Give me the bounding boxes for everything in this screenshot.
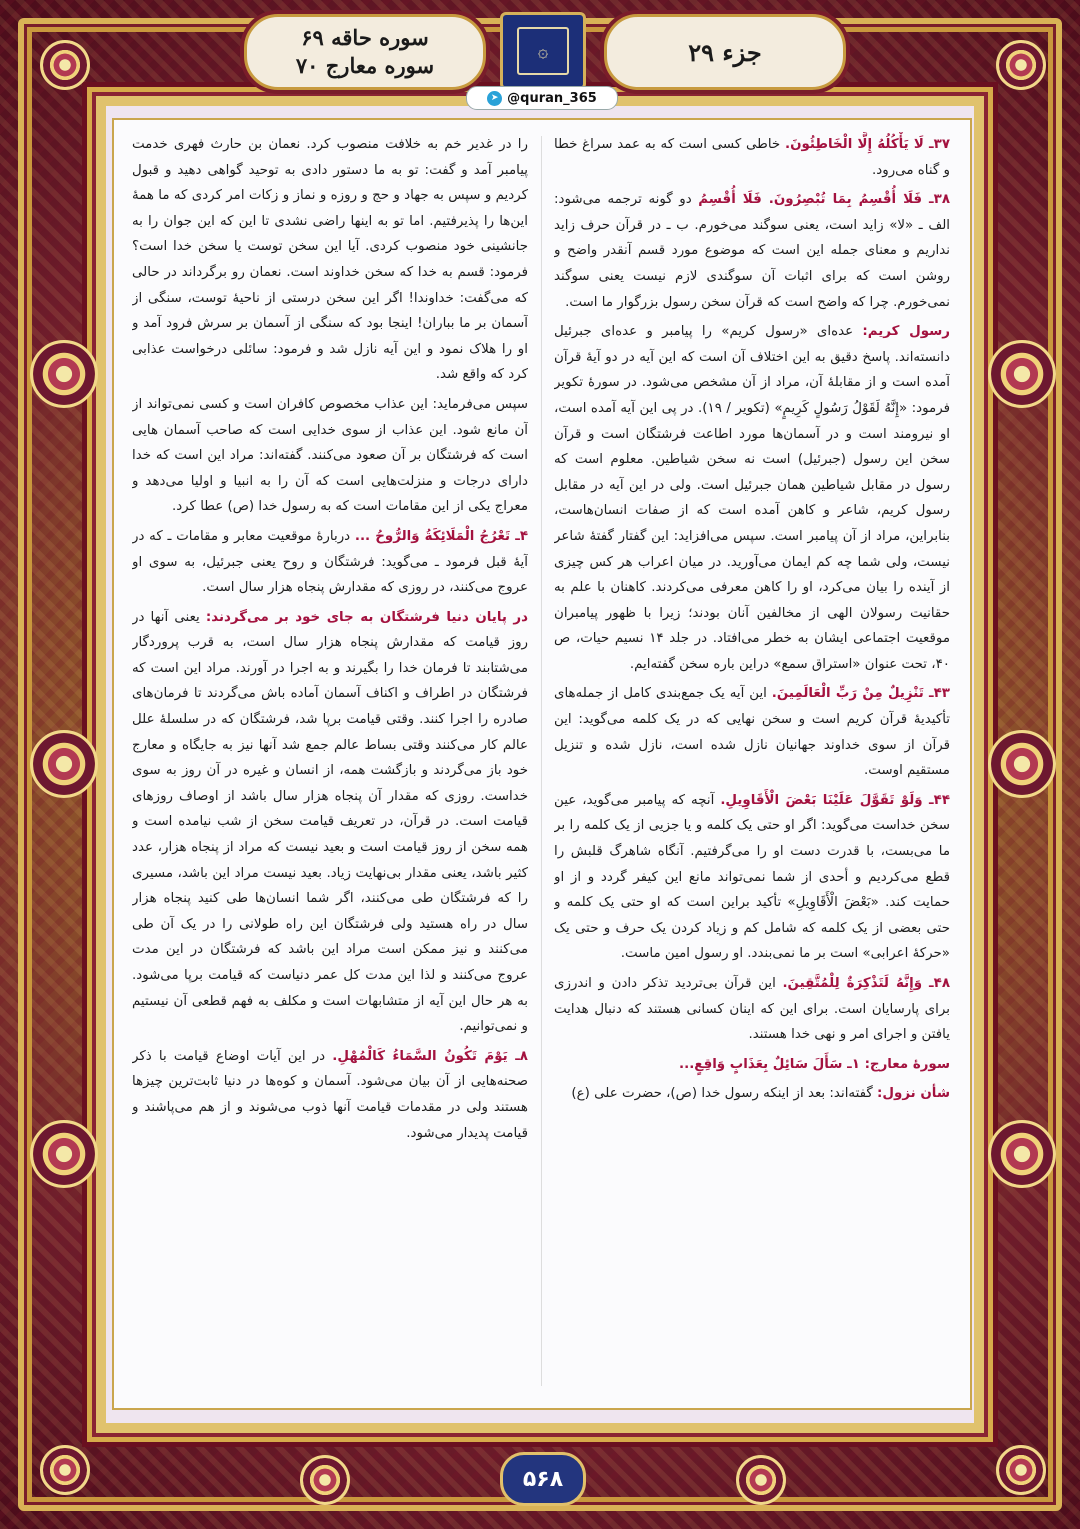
left-column: [132, 132, 528, 1394]
commentary-paragraph: [554, 1081, 950, 1107]
commentary-text: این قرآن بی‌تردید تذکر دادن و اندرزی برای پارسایان است. برای این که اینان کسانی هستند که دنبال هدایت یافتن و اجرای امر و نهی خدا هستند.: [554, 976, 950, 1043]
telegram-icon: ➤: [487, 91, 502, 106]
commentary-text: دربارهٔ موقعیت معابر و مقامات ـ که در آیهٔ قبل فرمود ـ می‌گوید: فرشتگان و روح یعنی جبرئیل، به سوی او عروج می‌کنند، در روزی که مقدارش پنجاه هزار سال است.: [132, 528, 528, 596]
verse-heading: در پایان دنیا فرشتگان به جای خود بر می‌گردند:: [205, 609, 528, 625]
commentary-text: دو گونه ترجمه می‌شود: الف ـ «لا» زاید است، یعنی سوگند می‌خورم. ب ـ در قرآن حرف زاید نداریم و معنای جمله این است که موضوع مورد قسم آنقدر واضح و روشن است که برای اثبات آن سوگندی لازم نیست یعنی سوگند نمی‌خورم. چرا که واضح است که قرآن سخن رسول بزرگوار ما است.: [554, 192, 950, 310]
content-area: [112, 118, 972, 1410]
commentary-paragraph: [132, 1044, 528, 1146]
channel-handle-text: @quran_365: [507, 90, 597, 106]
commentary-text: گفته‌اند: بعد از اینکه رسول خدا (ص)، حضرت علی (ع): [571, 1086, 878, 1102]
juz-title-box: [604, 14, 846, 90]
commentary-text: در این آیات اوضاع قیامت با ذکر صحنه‌هایی از آن بیان می‌شود. آسمان و کوه‌ها در دنیا ثابت‌ترین چیزها هستند ولی در مقدمات قیامت آنها ذوب می‌شوند و از هم می‌پاشند و قیامت پدیدار می‌شود.: [132, 1048, 528, 1141]
surah-title-line1: سوره حاقه ۶۹: [301, 25, 429, 50]
commentary-text: عده‌ای «رسول کریم» را پیامبر و عده‌ای جبرئیل دانسته‌اند. پاسخ دقیق به این اختلاف آن است که این آیه در دو آیهٔ قرآن آمده است و از مقابلهٔ آن، مراد از آن مشخص می‌شود. در سورهٔ تکویر فرمود: «إِنَّهُ لَقَوْلُ رَسُولٍ كَرِيمٍ» (تکویر / ۱۹). در پی این آیه آمده است، او نیرومند است و در آسمان‌ها مورد اطاعت فرشتگان است و قرآن سخن این رسول (جبرئیل) است نه سخن شیاطین. معلوم است که رسول در مقابل شیاطین همان جبرئیل است. ولی در این آیه در مقابل رسول کریم، شاعر و کاهن آمده است که از صفات انسان‌هاست، بنابراین، مراد از آن پیامبر است. سپس می‌افزاید: این گفتار گفتهٔ شاعر نیست، ولی شما چه کم ایمان می‌آورید. در میان اعراب هر کس چیزی از آینده را بیان می‌کرد، او را کاهن معرفی می‌کردند. کاهنان با علم به حقانیت رسولان الهی از مخالفین آنان بودند؛ زیرا با ظهور پیامبران موقعیت اجتماعی ایشان به خطر می‌افتاد. در جلد ۱۴ نسیم حیات، ص ۴۰، تحت عنوان «استراق سمع» دراین باره سخن گفته‌ایم.: [554, 324, 950, 672]
ornament-medallion-icon: [300, 1455, 350, 1505]
ornament-medallion-icon: [996, 40, 1046, 90]
surah-title-box: [244, 14, 486, 90]
verse-heading: ۳۸ـ فَلَا أُقْسِمُ بِمَا تُبْصِرُونَ. فَلَا أُقْسِمُ: [698, 192, 950, 208]
commentary-text: آنچه که پیامبر می‌گوید، عین سخن خداست می‌گوید: اگر او حتی یک کلمه و یا جزیی از یک کلمه را بر ما می‌بست، با قدرت دست او را می‌گرفتیم. آنگاه شاهرگ قلبش را قطع می‌کردیم و أحدی از شما نمی‌تواند مانع این کیفر گردد و از او حمایت کند. «بَعْضَ الْأَقَاوِيلِ» تأکید براین است که او حتی یک کلمه و حتی بعضی از یک کلمه که شامل کم و زیاد کردن یک حرف و حتی یک «حرکهٔ اعرابی» است بر ما نمی‌بندد. او رسول امین ماست.: [554, 792, 950, 962]
column-divider: [541, 136, 542, 1386]
ornament-medallion-icon: [988, 340, 1056, 408]
verse-heading: ۴ـ تَعْرُجُ الْمَلَائِكَةُ وَالرُّوحُ ...: [354, 528, 528, 544]
verse-heading: ۸ـ يَوْمَ تَكُونُ السَّمَاءُ كَالْمُهْلِ.: [332, 1048, 528, 1064]
commentary-paragraph: [132, 605, 528, 1040]
quran-logo-icon: [500, 12, 586, 90]
ornament-medallion-icon: [30, 1120, 98, 1188]
verse-heading: رسول کریم:: [862, 324, 950, 340]
commentary-paragraph: [554, 132, 950, 183]
commentary-paragraph: [554, 319, 950, 677]
channel-handle[interactable]: [466, 86, 618, 110]
page-number: ۵۶۸: [500, 1452, 586, 1506]
ornament-medallion-icon: [30, 340, 98, 408]
verse-heading: سورهٔ معارج: ۱ـ سَأَلَ سَائِلٌ بِعَذَابٍ وَاقِعٍ...: [679, 1056, 950, 1072]
commentary-paragraph: [554, 971, 950, 1048]
verse-heading: ۳۷ـ لَا يَأْكُلُهُ إِلَّا الْخَاطِئُونَ.: [785, 137, 950, 152]
commentary-paragraph: [554, 1052, 950, 1078]
ornament-medallion-icon: [736, 1455, 786, 1505]
juz-label: جزء ۲۹: [688, 37, 762, 67]
right-column: [554, 132, 950, 1394]
logo-calligraphy-icon: ۞: [517, 27, 569, 75]
commentary-paragraph: [132, 524, 528, 601]
commentary-text: سپس می‌فرماید: این عذاب مخصوص کافران است و کسی نمی‌تواند از آن مانع شود. این عذاب از سوی خدایی است که صاحب آسمان هایی است که فرشتگان بر آن صعود می‌کنند. گفته‌اند: مراد این است که خدا دارای درجات و منزلت‌هایی است که آن را به انبیا و اولیا می‌دهد و معراج یکی از این مقامات است که به رسول خدا (ص) عطا کرد.: [132, 396, 528, 515]
commentary-text: را در غدیر خم به خلافت منصوب کرد. نعمان بن حارث فهری خدمت پیامبر آمد و گفت: تو به ما دستور دادی به توحید گواهی دهید و قبول کردیم و سپس به جهاد و حج و روزه و نماز و زکات امر کردی که ما همهٔ این‌ها را پذیرفتیم. اما تو به اینها راضی نشدی تا این که این جوان را به جانشینی خود منصوب کردی. آیا این سخن توست یا سخن خدا است؟ فرمود: قسم به خدا که سخن خداوند است. نعمان رو برگرداند در حالی که می‌گفت: خداوندا! اگر این سخن درستی از ناحیهٔ توست، سنگی از آسمان بر ما بباران! اینجا بود که سنگی از آسمان بر سرش فرود آمد و او را هلاک نمود و این آیه نازل شد و فرمود: سائلی درخواست عذابی کرد که واقع شد.: [132, 137, 528, 383]
ornament-medallion-icon: [40, 1445, 90, 1495]
verse-heading: ۴۳ـ تَنْزِيلٌ مِنْ رَبِّ الْعَالَمِينَ.: [771, 686, 950, 702]
commentary-paragraph: [554, 788, 950, 967]
commentary-paragraph: [554, 187, 950, 315]
ornament-medallion-icon: [40, 40, 90, 90]
surah-title-line2: سوره معارج ۷۰: [295, 53, 435, 78]
commentary-text: این آیه یک جمع‌بندی کامل از جمله‌های تأکیدیهٔ قرآن کریم است و سخن نهایی که در یک کلمه می‌گوید: این قرآن از سوی خداوند جهانیان نازل شده است، نازل شده و تنزیل مستقیم اوست.: [554, 686, 950, 779]
commentary-paragraph: [554, 681, 950, 783]
ornament-medallion-icon: [996, 1445, 1046, 1495]
commentary-paragraph: [132, 132, 528, 388]
commentary-text: خاطی کسی است که به عمد سراغ خطا و گناه می‌رود.: [554, 137, 950, 178]
ornament-medallion-icon: [988, 730, 1056, 798]
commentary-text: یعنی آنها در روز قیامت که مقدارش پنجاه هزار سال است، به قرب پروردگار می‌شتابند تا فرمان خدا را بگیرند و به اجرا در آورند. مراد این است که فرشتگان در اطراف و اکناف آسمان آماده باش می‌گردند تا فرمان‌های صادره را اجرا کنند. وقتی قیامت برپا شد، فرشتگان که در سلسلهٔ علل عالم کار می‌کنند وقتی بساط عالم جمع شد آنها نیز به جایگاه و معارج خود باز می‌گردند و بازگشت همه، از انسان و غیره در آن روز به سوی خداست. روزی که مقدار آن پنجاه هزار سال باشد از اوصاف روزهای قیامت است. در قرآن، در تعریف قیامت سخن از شب نیامده است و همه سخن از روز قیامت است و بعید نیست که مراد از پنجاه هزار، عدد کثیر باشد، یعنی مقدار بی‌نهایت زیاد. بعید نیست مراد این باشد، مسیری را که فرشتگان طی می‌کنند، اگر شما انسان‌ها طی کنید پنجاه هزار سال در راه هستید ولی فرشتگان این راه طولانی را در یک آن طی می‌کنند و نیز ممکن است مراد این باشد که فرشتگان در این مدت عروج می‌کنند و لذا این مدت کل عمر دنیاست که قیامت برپا می‌شود. به هر حال این آیه از متشابهات است و مکلف به فهم قطعی آن نیستیم و نمی‌توانیم.: [132, 609, 528, 1035]
ornament-medallion-icon: [988, 1120, 1056, 1188]
verse-heading: ۴۴ـ وَلَوْ تَقَوَّلَ عَلَيْنَا بَعْضَ الْأَقَاوِيلِ.: [720, 792, 950, 808]
verse-heading: شأن نزول:: [877, 1086, 950, 1102]
commentary-paragraph: [132, 392, 528, 520]
verse-heading: ۴۸ـ وَإِنَّهُ لَتَذْكِرَةٌ لِلْمُتَّقِينَ.: [782, 976, 950, 991]
ornament-medallion-icon: [30, 730, 98, 798]
